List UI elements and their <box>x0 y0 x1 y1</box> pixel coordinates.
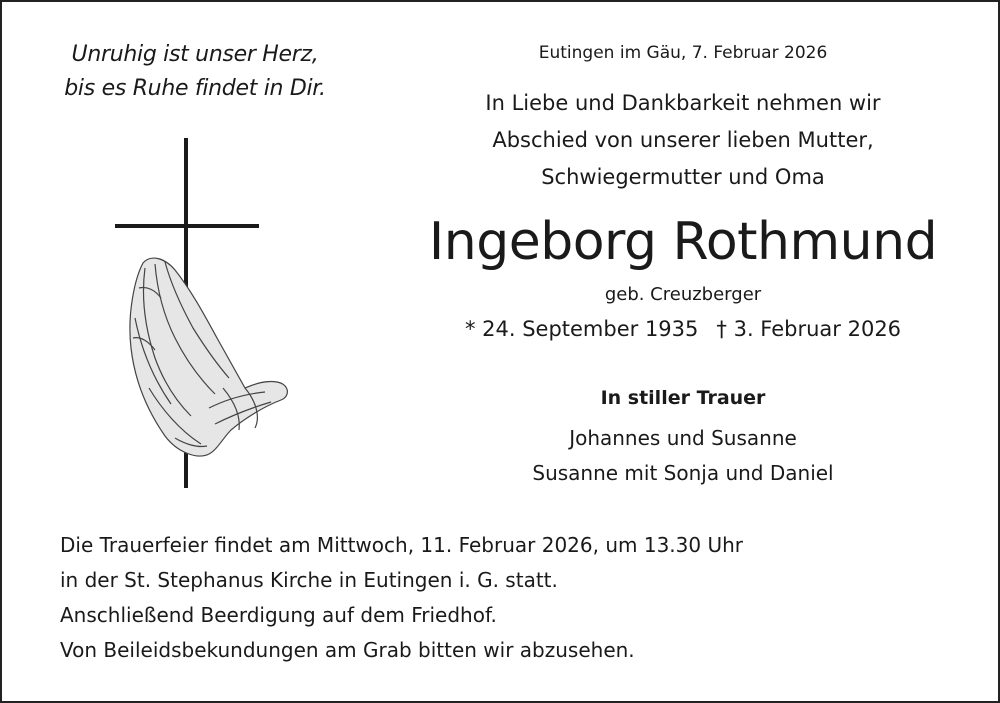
funeral-line: in der St. Stephanus Kirche in Eutingen i. G. statt. <box>60 568 558 592</box>
funeral-details <box>60 528 940 668</box>
intro-line: Abschied von unserer lieben Mutter, <box>492 128 874 152</box>
mourners-list <box>410 421 956 491</box>
motto-line: Unruhig ist unser Herz, <box>71 42 319 67</box>
place-date: Eutingen im Gäu, 7. Februar 2026 <box>538 43 828 63</box>
intro-text <box>410 85 956 196</box>
birth-date: * 24. September 1935 <box>464 317 699 341</box>
motto-verse <box>40 38 350 106</box>
mourner-line: Johannes und Susanne <box>569 426 797 450</box>
deceased-name: Ingeborg Rothmund <box>428 212 938 272</box>
death-date: † 3. Februar 2026 <box>716 317 902 341</box>
memorial-symbol <box>105 138 305 490</box>
intro-line: In Liebe und Dankbarkeit nehmen wir <box>485 91 881 115</box>
life-dates <box>410 313 956 345</box>
motto-line: bis es Ruhe findet in Dir. <box>64 76 326 101</box>
cross-and-hands-illustration <box>105 138 305 490</box>
funeral-line: Die Trauerfeier findet am Mittwoch, 11. Februar 2026, um 13.30 Uhr <box>60 533 743 557</box>
mourner-line: Susanne mit Sonja und Daniel <box>532 461 834 485</box>
mourning-title: In stiller Trauer <box>600 387 766 409</box>
praying-hands-icon <box>130 258 287 456</box>
funeral-line: Von Beileidsbekundungen am Grab bitten wir abzusehen. <box>60 638 635 662</box>
birth-name: geb. Creuzberger <box>604 284 762 305</box>
intro-line: Schwiegermutter und Oma <box>541 165 825 189</box>
funeral-line: Anschließend Beerdigung auf dem Friedhof. <box>60 603 497 627</box>
